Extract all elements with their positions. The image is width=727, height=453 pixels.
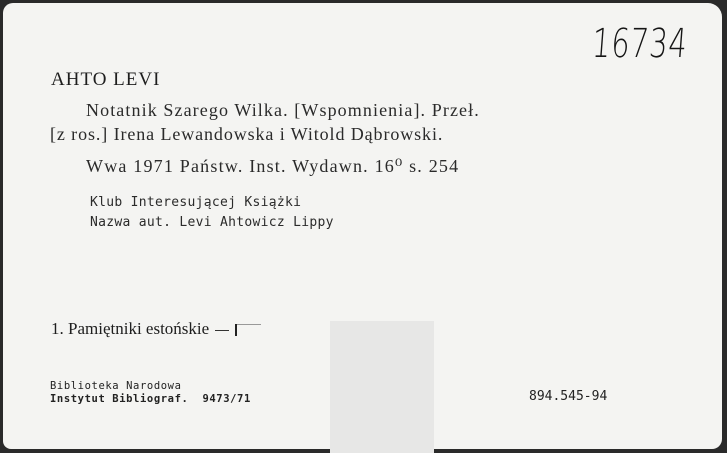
author-name-note: Nazwa aut. Levi Ahtowicz Lippy (90, 215, 334, 230)
description-line-2: [z ros.] Irena Lewandowska i Witold Dąbrowski. (50, 124, 444, 144)
author-heading: AHTO LEVI (51, 69, 161, 90)
publisher-line-2 (50, 393, 251, 405)
subject-dash (215, 330, 229, 331)
publisher-institute: Instytut Bibliograf. (50, 393, 189, 405)
series-note: Klub Interesującej Książki (90, 195, 302, 210)
publisher-line-1: Biblioteka Narodowa (50, 380, 182, 392)
publisher-code: 9473/71 (202, 393, 251, 405)
paper-patch (330, 321, 434, 453)
subject-number: 1. (51, 319, 64, 338)
classification-number: 894.545-94 (529, 389, 608, 404)
description-line-3: Wwa 1971 Państw. Inst. Wydawn. 16⁰ s. 254 (86, 156, 460, 176)
handwritten-accession-number: 16734 (590, 21, 690, 67)
description-line-1: Notatnik Szarego Wilka. [Wspomnienia]. Przeł. (86, 100, 480, 120)
catalog-card (3, 3, 722, 449)
subject-heading (51, 319, 275, 339)
subject-text: Pamiętniki estońskie (68, 319, 210, 338)
subject-continuation-mark (235, 322, 275, 338)
